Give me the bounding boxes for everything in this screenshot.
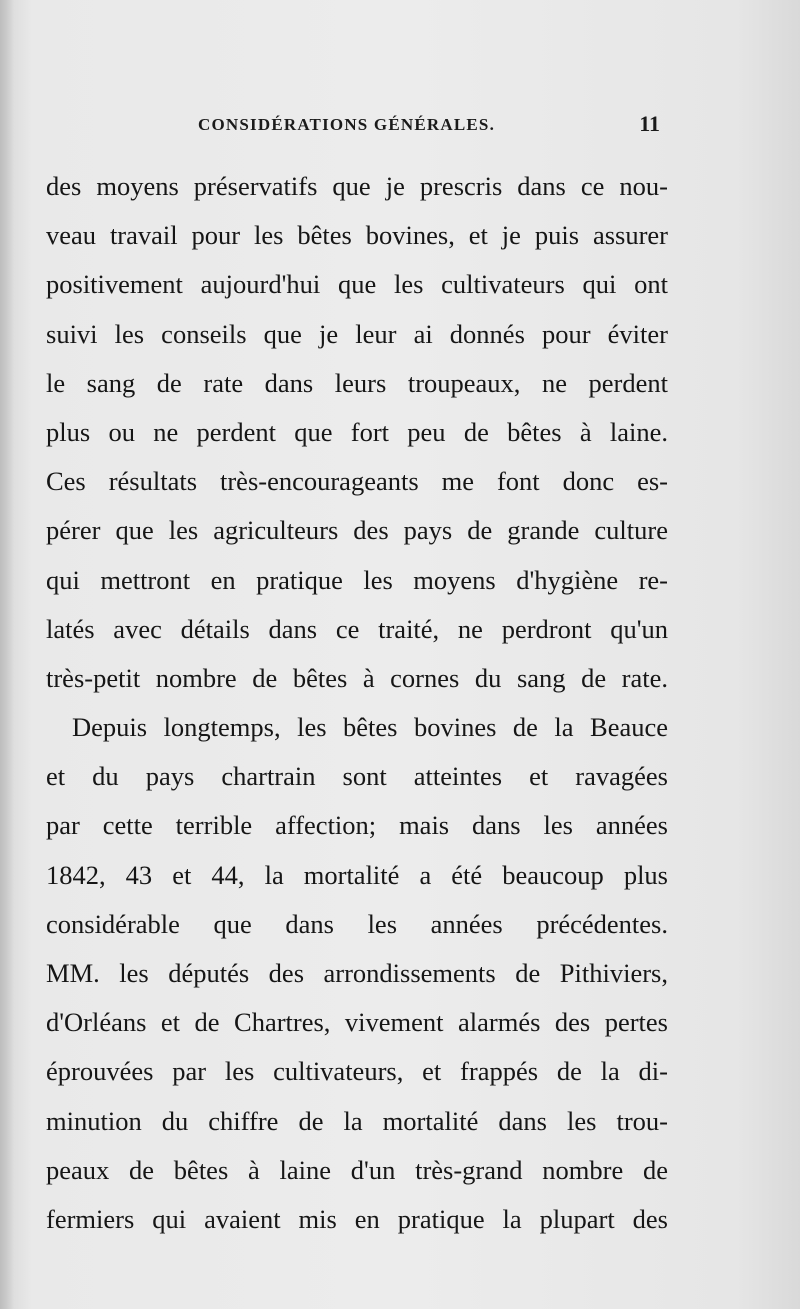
text-line: peaux de bêtes à laine d'un très-grand nombre de (46, 1154, 668, 1185)
text-line: plus ou ne perdent que fort peu de bêtes à laine. (46, 416, 668, 447)
text-line: et du pays chartrain sont atteintes et ravagées (46, 761, 668, 792)
text-line: Ces résultats très-encourageants me font donc es- (46, 466, 668, 497)
text-line: pérer que les agriculteurs des pays de grande culture (46, 515, 668, 546)
text-line: minution du chiffre de la mortalité dans les trou- (46, 1105, 668, 1136)
page-header (48, 111, 660, 145)
text-line: très-petit nombre de bêtes à cornes du sang de rate. (46, 662, 668, 693)
text-line: éprouvées par les cultivateurs, et frappés de la di- (46, 1056, 668, 1087)
text-line: fermiers qui avaient mis en pratique la plupart des (46, 1203, 668, 1234)
text-line: veau travail pour les bêtes bovines, et je puis assurer (46, 220, 668, 251)
text-line: d'Orléans et de Chartres, vivement alarmés des pertes (46, 1007, 668, 1038)
text-line: considérable que dans les années précédentes. (46, 908, 668, 939)
text-line: suivi les conseils que je leur ai donnés pour éviter (46, 318, 668, 349)
body-text (46, 162, 668, 1244)
text-line: 1842, 43 et 44, la mortalité a été beaucoup plus (46, 859, 668, 890)
text-line: le sang de rate dans leurs troupeaux, ne perdent (46, 367, 668, 398)
text-line: positivement aujourd'hui que les cultivateurs qui ont (46, 269, 668, 300)
text-line: MM. les députés des arrondissements de Pithiviers, (46, 958, 668, 988)
page-number: 11 (639, 111, 660, 136)
text-line: latés avec détails dans ce traité, ne perdront qu'un (46, 613, 668, 644)
paragraph-start-line: Depuis longtemps, les bêtes bovines de la Beauce (72, 712, 668, 743)
text-line: par cette terrible affection; mais dans les années (46, 810, 668, 841)
running-title: CONSIDÉRATIONS GÉNÉRALES. (198, 115, 496, 134)
text-line: des moyens préservatifs que je prescris dans ce nou- (46, 171, 668, 201)
text-line: qui mettront en pratique les moyens d'hygiène re- (46, 564, 668, 595)
